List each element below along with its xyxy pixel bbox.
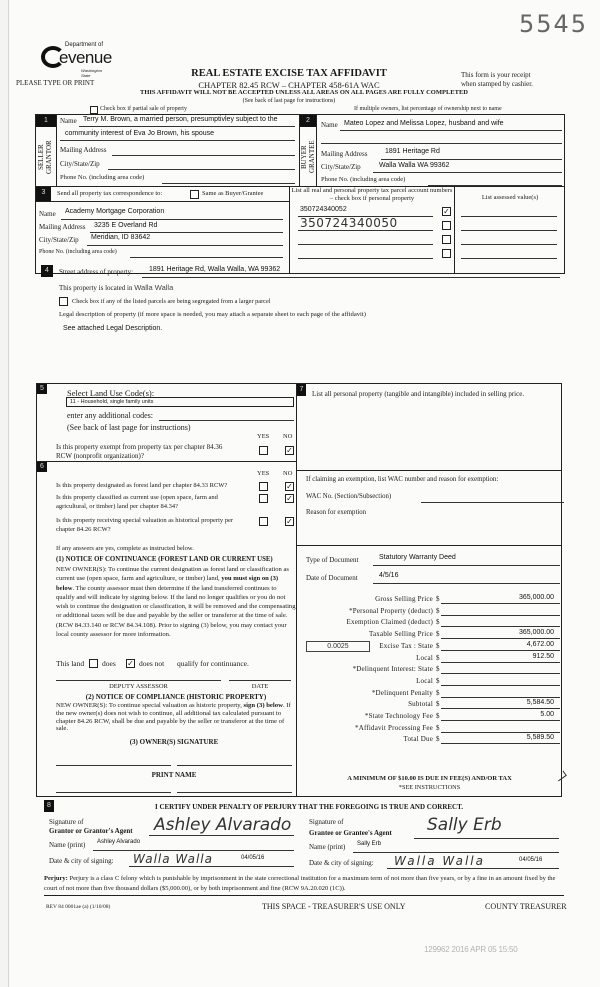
perjury-bold: Perjury: (44, 875, 68, 882)
designation-question: Is this property receiving special valuation as historical property per chapter 84.26 RCW? (56, 517, 234, 533)
partial-sale-label: Check box if partial sale of property (100, 106, 187, 112)
receipt-note: This form is your receipt (461, 71, 531, 79)
underline (441, 743, 560, 744)
buyer-city-field[interactable]: Walla Walla WA 99362 (379, 162, 450, 169)
question-yes-checkbox[interactable] (259, 517, 268, 526)
seller-label: SELLER (37, 144, 45, 170)
notice-text: NEW OWNER(S): To continue special valuation as historic property, (56, 702, 244, 709)
affidavit-page (8, 0, 600, 987)
fee-value-field[interactable]: 5,584.50 (526, 699, 554, 706)
underline (428, 185, 562, 186)
fee-label: Local (416, 677, 433, 685)
segregated-checkbox[interactable] (59, 297, 68, 306)
buyer-city-label: City/State/Zip (321, 163, 361, 171)
underline (441, 662, 560, 663)
seller-side-label (37, 132, 55, 182)
county-treasurer-label: COUNTY TREASURER (485, 902, 567, 911)
notice-continuance-text (56, 565, 296, 639)
question-no-checkbox[interactable]: ✓ (286, 517, 293, 526)
receipt-note-2: when stamped by cashier. (461, 80, 533, 88)
underline (112, 155, 295, 156)
does-checkbox[interactable] (89, 659, 98, 668)
parcel-number-field[interactable]: 350724340050 (300, 216, 398, 230)
street-address-label: Street address of property: (59, 268, 134, 276)
seller-name-field[interactable]: Terry M. Brown, a married person, presumptivley subject to the (83, 116, 278, 123)
fee-label: *Personal Property (deduct) (349, 607, 433, 615)
form-title: REAL ESTATE EXCISE TAX AFFIDAVIT (191, 68, 387, 79)
seller-name-field-2[interactable]: community interest of Eva Jo Brown, his spouse (65, 130, 215, 137)
seller-name-label: Name (60, 117, 77, 125)
divider (36, 461, 296, 462)
does-not-label: does not (139, 659, 165, 668)
correspondence-label: Send all property tax correspondence to: (57, 190, 163, 197)
currency-symbol: $ (436, 712, 440, 720)
underline (162, 183, 295, 184)
grantee-signature[interactable]: Sally Erb (427, 815, 502, 835)
currency-symbol: $ (436, 700, 440, 708)
fee-label: *State Technology Fee (364, 712, 433, 720)
divider (296, 545, 562, 546)
exemption-label: If claiming an exemption, list WAC number and reason for exemption: (306, 476, 499, 483)
fee-label: Local (416, 654, 433, 662)
this-land-label: This land (56, 659, 85, 668)
grantor-name-label: Name (print) (49, 841, 86, 849)
divider (296, 470, 562, 471)
same-as-buyer-label: Same as Buyer/Grantee (202, 190, 264, 197)
underline (93, 850, 294, 851)
local-rate-field[interactable]: 0.0025 (306, 641, 370, 652)
currency-symbol: $ (436, 642, 440, 650)
section-8-badge: 8 (44, 800, 54, 812)
question-no-checkbox[interactable]: ✓ (286, 482, 293, 491)
grantor-date-label: Date & city of signing: (49, 857, 114, 865)
fee-value-field[interactable]: 4,672.00 (526, 641, 554, 648)
underline (79, 126, 295, 127)
assessed-value-field[interactable] (461, 216, 557, 217)
personal-property-checkbox[interactable] (442, 249, 451, 258)
underline (414, 838, 559, 839)
underline (142, 277, 560, 278)
date-label: DATE (251, 683, 269, 690)
doc-date-label: Date of Document (306, 574, 358, 582)
owner-signature-title: (3) OWNER(S) SIGNATURE (129, 738, 219, 746)
grantee-date-field[interactable]: 04/05/16 (519, 857, 543, 863)
designation-question: Is this property classified as current use (open space, farm and agricultural, or timber) land per chapter 84.34? (56, 494, 218, 510)
grantee-date-label: Date & city of signing: (309, 859, 374, 867)
does-not-checkbox[interactable]: ✓ (127, 659, 134, 668)
personal-property-checkbox[interactable]: ✓ (443, 207, 450, 216)
buyer-name-field[interactable]: Mateo Lopez and Melissa Lopez, husband and wife (344, 120, 504, 127)
currency-symbol: $ (436, 677, 440, 685)
grantor-name-field[interactable]: Ashley Alvarado (97, 839, 141, 845)
logo-state: Washington State (81, 68, 103, 78)
treasurer-stamp: 129962 2016 APR 05 15:50 (424, 945, 518, 954)
underline (373, 172, 562, 173)
buyer-phone-label: Phone No. (including area code) (321, 176, 406, 183)
exempt-question: Is this property exempt from property tax per chapter 84.36 RCW (nonprofit organization)? (56, 443, 223, 460)
underline (441, 720, 560, 721)
legal-description-field[interactable]: See attached Legal Description. (63, 325, 163, 332)
grantee-agent-label: Grantee or Grantee's Agent (309, 829, 392, 837)
deputy-assessor-line (56, 680, 221, 681)
section-2-badge: 2 (300, 115, 316, 127)
fee-label: *Delinquent Interest: State (352, 665, 433, 673)
buyer-label: BUYER (300, 145, 308, 169)
notice-bold: sign (3) below (243, 702, 283, 709)
partial-sale-checkbox[interactable] (90, 106, 98, 114)
underline (353, 852, 559, 853)
divider (289, 186, 290, 274)
personal-property-checkbox[interactable] (442, 221, 451, 230)
personal-property-checkbox[interactable] (442, 235, 451, 244)
see-instructions: *SEE INSTRUCTIONS (398, 784, 461, 791)
if-yes-note: If any answers are yes, complete as instructed below. (56, 545, 194, 552)
qualify-label: qualify for continuance. (177, 659, 249, 668)
parcels-header: List all real and personal property tax parcel account numbers – check box if personal property (291, 187, 453, 202)
treasurer-use-label: THIS SPACE - TREASURER'S USE ONLY (262, 902, 406, 911)
notice-continuance-title: (1) NOTICE OF CONTINUANCE (FOREST LAND OR CURRENT USE) (56, 556, 273, 563)
grantee-name-label: Name (print) (309, 843, 346, 851)
fee-value-field[interactable]: 912.50 (532, 653, 554, 660)
form-subtitle: CHAPTER 82.45 RCW – CHAPTER 458-61A WAC (198, 80, 380, 90)
fee-value-field[interactable]: 5.00 (540, 711, 554, 718)
print-name-line-2[interactable] (177, 792, 292, 793)
currency-symbol: $ (436, 618, 440, 626)
underline (441, 626, 560, 627)
underline (441, 732, 560, 733)
fee-label: Gross Selling Price (375, 595, 433, 603)
underline (441, 708, 560, 709)
underline (441, 685, 560, 686)
fee-value-field[interactable]: 5,589.50 (526, 734, 554, 741)
corr-name-field[interactable]: Academy Mortgage Corporation (65, 208, 165, 215)
assessed-header: List assessed value(s) (481, 194, 539, 201)
exempt-no-checkbox[interactable]: ✓ (286, 446, 293, 455)
corr-city-label: City/State/Zip (39, 236, 79, 244)
underline (373, 565, 560, 566)
buyer-name-label: Name (321, 121, 338, 129)
divider (296, 383, 297, 797)
wac-label: WAC No. (Section/Subsection) (306, 493, 392, 500)
grantor-date-field[interactable]: 04/05/16 (241, 855, 265, 861)
fee-label: Excise Tax : State (379, 642, 433, 650)
logo-dept: Department of (65, 42, 104, 48)
currency-symbol: $ (436, 607, 440, 615)
yes-header-6: YES (257, 470, 270, 477)
designation-question: Is this property designated as forest land per chapter 84.33 RCW? (56, 482, 228, 489)
underline (421, 502, 564, 503)
underline (298, 230, 433, 231)
see-back-note: (See back of last page for instructions) (67, 423, 191, 432)
divider (35, 201, 289, 202)
segregated-label: Check box if any of the listed parcels are being segregated from a larger parcel (72, 298, 271, 305)
underline (298, 244, 433, 245)
doc-type-field[interactable]: Statutory Warranty Deed (379, 554, 456, 561)
logo-name: evenue (59, 48, 112, 67)
doc-date-field[interactable]: 4/5/16 (379, 572, 399, 579)
grantee-label: GRANTEE (308, 140, 316, 174)
yes-header: YES (257, 433, 270, 440)
currency-symbol: $ (436, 630, 440, 638)
print-name-line-1[interactable] (56, 792, 171, 793)
currency-symbol: $ (436, 665, 440, 673)
fee-value-field[interactable]: 365,000.00 (518, 629, 554, 636)
section-6-badge: 6 (37, 462, 47, 472)
corr-phone-label: Phone No. (including area code) (39, 249, 117, 255)
owner-signature-line-1[interactable] (56, 765, 171, 766)
fee-value-field[interactable]: 365,000.00 (518, 594, 554, 601)
divider (316, 114, 317, 186)
underline (90, 232, 283, 233)
fee-label: Exemption Claimed (deduct) (346, 618, 433, 626)
does-label: does (102, 659, 116, 668)
underline (387, 868, 559, 869)
underline (108, 169, 295, 170)
question-yes-checkbox[interactable] (259, 494, 268, 503)
underline (130, 257, 283, 258)
fee-label: Total Due (403, 735, 433, 743)
form-number: REV 84 0001ae (a) (1/10/08) (46, 904, 111, 910)
no-header: NO (283, 433, 293, 440)
currency-symbol: $ (436, 654, 440, 662)
underline (441, 697, 560, 698)
question-no-checkbox[interactable]: ✓ (286, 494, 293, 503)
fee-label: *Affidavit Processing Fee (355, 724, 433, 732)
buyer-side-label (300, 132, 316, 182)
underline (149, 835, 294, 836)
legal-description-label: Legal description of property (if more space is needed, you may attach a separate sheet to each page of the affidavit) (59, 311, 366, 318)
notice-bold: you must sign on (3) below (56, 575, 279, 592)
additional-codes-label: enter any additional codes: (67, 411, 153, 420)
print-name-label: PRINT NAME (151, 771, 197, 779)
perjury-notice (44, 874, 564, 896)
underline (60, 140, 295, 141)
underline (441, 603, 560, 604)
notice-text-2: . The county assessor must then determine if the land transferred continues to qualify and will indicate by signing below. If the land no longer qualifies or you do not wish to continue the designation or classification, it will be removed and the compensating or additional taxes will be due and payable by the seller or transferor at the time of sale. (RCW 84.33.140 or RCW 84.34.108). Prior to signing (3) below, you may contact your local county assessor for more information. (56, 584, 296, 639)
underline (298, 258, 433, 259)
parcel-number-field[interactable]: 350724340052 (300, 206, 347, 213)
fee-label: Subtotal (408, 700, 433, 708)
underline (441, 673, 560, 674)
street-address-field[interactable]: 1891 Heritage Rd, Walla Walla, WA 99362 (149, 266, 281, 273)
underline (321, 143, 562, 144)
currency-symbol: $ (436, 735, 440, 743)
grantor-label: GRANTOR (45, 140, 53, 174)
date-line (229, 680, 291, 681)
personal-property-label: List all personal property (tangible and intangible) included in selling price. (312, 390, 525, 398)
notice-text: NEW OWNER(S): To continue the current designation as forest land or classification as current use (open space, farm and agriculture, or timber) land, (56, 566, 289, 583)
section-3-badge: 3 (36, 187, 51, 201)
fee-label: *Delinquent Penalty (371, 689, 433, 697)
owner-signature-line-2[interactable] (177, 765, 292, 766)
underline (61, 219, 283, 220)
deputy-assessor-label: DEPUTY ASSESSOR (109, 683, 168, 690)
underline (159, 420, 294, 421)
underline (340, 130, 562, 131)
corr-mailing-field[interactable]: 3235 E Overland Rd (94, 222, 158, 229)
no-header-6: NO (283, 470, 293, 477)
land-use-code-select[interactable]: 11 - Household, single family units (66, 397, 294, 407)
grantee-sig-label: Signature of (309, 818, 344, 826)
notice-compliance-text (56, 702, 292, 733)
underline (129, 866, 294, 867)
section-7-badge: 7 (297, 384, 306, 396)
seller-mailing-label: Mailing Address (60, 146, 107, 154)
located-in-row (59, 283, 173, 292)
perjury-text: Perjury is a class C felony which is punishable by imprisonment in the state correctional institution for a maximum term of not more than five years, or by a fine in an amount fixed by the court of not more than five thousand dollars ($5,000.00), or by both imprisonment and fine (RCW 9A.20.020 (1C)). (44, 875, 556, 892)
minimum-note: A MINIMUM OF $10.00 IS DUE IN FEE(S) AND/OR TAX (347, 775, 512, 782)
grantor-sig-label: Signature of (49, 818, 84, 826)
underline (441, 638, 560, 639)
assessed-value-field[interactable] (461, 258, 557, 259)
doc-type-label: Type of Document (306, 556, 359, 564)
assessed-value-field[interactable] (461, 244, 557, 245)
divider (56, 114, 57, 186)
grantor-agent-label: Grantor or Grantor's Agent (49, 827, 133, 835)
dor-logo (39, 40, 112, 78)
underline (373, 583, 560, 584)
please-type-note: PLEASE TYPE OR PRINT (16, 79, 95, 87)
same-as-buyer-checkbox[interactable] (190, 190, 199, 199)
document-number: 5545 (519, 10, 589, 38)
section-1-badge: 1 (36, 115, 56, 127)
question-yes-checkbox[interactable] (259, 482, 268, 491)
buyer-mailing-label: Mailing Address (321, 150, 368, 158)
underline (87, 245, 283, 246)
section-5-badge: 5 (37, 384, 47, 394)
underline (381, 159, 562, 160)
assessed-value-field[interactable] (461, 230, 557, 231)
corr-mailing-label: Mailing Address (39, 223, 86, 231)
exempt-yes-checkbox[interactable] (259, 446, 268, 455)
reason-label: Reason for exemption (306, 509, 367, 516)
acceptance-warning: THIS AFFIDAVIT WILL NOT BE ACCEPTED UNLESS ALL AREAS ON ALL PAGES ARE FULLY COMPLETED (140, 89, 468, 96)
located-in-value[interactable]: Walla Walla (134, 283, 174, 292)
fee-label: Taxable Selling Price (369, 630, 433, 638)
underline (441, 650, 560, 651)
notice-compliance-title: (2) NOTICE OF COMPLIANCE (HISTORIC PROPERTY) (85, 693, 267, 701)
grantee-city-field[interactable]: Walla Walla (394, 854, 485, 868)
notice-text-2: . If the new owner(s) does not wish to continue, all additional tax calculated pursuant to chapter 84.26 RCW, shall be due and payable by the seller or transferor at the time of sale. (56, 702, 291, 733)
grantor-city-field[interactable]: Walla Walla (133, 852, 213, 866)
certification-statement: I CERTIFY UNDER PENALTY OF PERJURY THAT THE FOREGOING IS TRUE AND CORRECT. (154, 803, 463, 811)
section-4-badge: 4 (41, 265, 53, 277)
currency-symbol: $ (436, 689, 440, 697)
land-use-label: Select Land Use Code(s): (67, 388, 155, 398)
currency-symbol: $ (436, 724, 440, 732)
grantor-signature[interactable]: Ashley Alvarado (154, 815, 292, 835)
buyer-mailing-field[interactable]: 1891 Heritage Rd (385, 148, 440, 155)
grantee-name-field[interactable]: Sally Erb (357, 841, 382, 847)
instructions-note: (See back of last page for instructions) (242, 98, 336, 104)
corr-name-label: Name (39, 210, 56, 218)
located-in-label: This property is located in (59, 284, 133, 292)
multiple-owners-note: If multiple owners, list percentage of ownership next to name (354, 106, 502, 112)
seller-city-label: City/State/Zip (60, 160, 100, 168)
underline (441, 615, 560, 616)
currency-symbol: $ (436, 595, 440, 603)
seller-phone-label: Phone No. (including area code) (60, 174, 145, 181)
corr-city-field[interactable]: Meridian, ID 83642 (91, 234, 151, 241)
